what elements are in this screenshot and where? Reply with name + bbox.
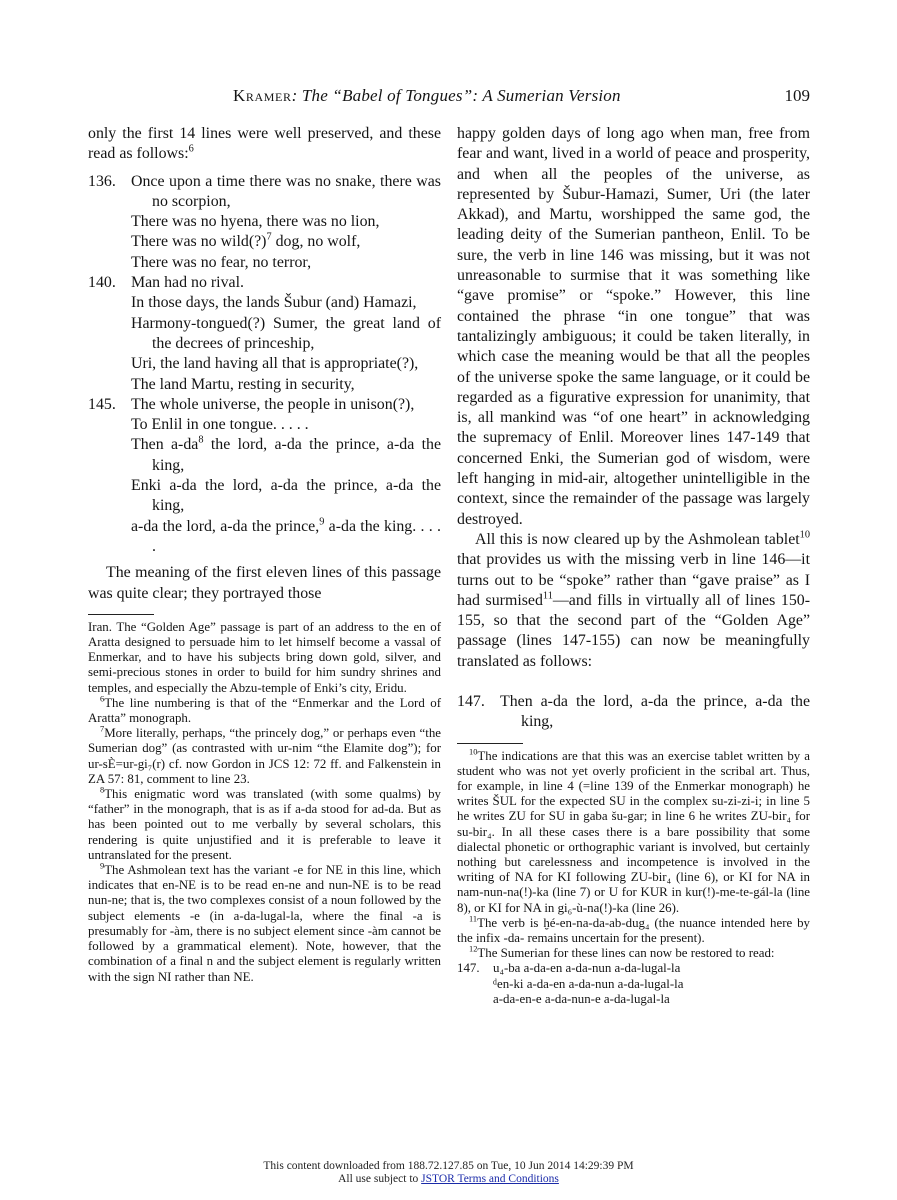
footnote-text: The indications are that this was an exercise tablet written by a student who was not yet overly proficient in the scribal art. Thus, for example, in line 4 (=line 139 of the Enmerkar monograph) he writes ŠUL for the expected SU in the complex su-zi-zi-i; in line 5 he writes ZU for SU in gaba šu-gar; in line 6 he writes ZU-bir₄ for su-bir₄. In all these cases there is a bare possibility that some dialectal phonetic or orthographic variant is involved, but certainly nothing but carelessness and incompetence is involved in the writing of NA for KI following ZU-bir₄ (line 6), or KI for NA in nam-nun-na(!)-ka (line 7) or U for KUR in kur(!)-me-te-gál-la (line 8), or KI for NA in gi₆-ù-na(!)-ka (line 26). <box>457 748 810 915</box>
download-notice <box>0 1160 897 1186</box>
poem-line-part: a-da the lord, a-da the prince, <box>131 517 320 535</box>
poem-line-text: Once upon a time there was no snake, there was no scorpion, <box>131 172 441 210</box>
footnote-ref-9[interactable]: 9 <box>319 516 325 528</box>
footnote-ref-8[interactable]: 8 <box>198 435 204 447</box>
poem-line <box>88 375 441 395</box>
terms-prefix: All use subject to <box>338 1173 422 1185</box>
poem-line <box>88 293 441 313</box>
footnote-marker: 9 <box>100 861 105 871</box>
poem-line-text: Enki a-da the lord, a-da the prince, a-da the king, <box>131 477 441 515</box>
poem-line-part: There was no wild(?) <box>131 233 267 251</box>
footnote-text: More literally, perhaps, “the princely dog,” or perhaps even “the Sumerian dog” (as contrasted with ur-nim “the Elamite dog”); for ur-sÈ=ur-gi₇(r) cf. now Gordon in JCS 12: 72 ff. and Falkenstein in ZA 57: 81, comment to line 23. <box>88 726 441 786</box>
footnote-ref-10[interactable]: 10 <box>799 529 810 541</box>
sumerian-transliteration <box>457 961 810 1007</box>
transliteration-line <box>457 961 810 976</box>
poem-line-text: The whole universe, the people in unison(?), <box>131 395 415 413</box>
poem-line-text: There was no hyena, there was no lion, <box>131 213 380 231</box>
footnote-marker: 10 <box>469 747 478 757</box>
transliteration-line <box>457 992 810 1007</box>
intro-text: only the first 14 lines were well preserved, and these read as follows: <box>88 125 441 163</box>
poem-line-part: a-da the king. . . . . <box>152 517 442 555</box>
download-info: This content downloaded from 188.72.127.85 on Tue, 10 Jun 2014 14:29:39 PM <box>263 1160 634 1172</box>
poem-line <box>88 232 441 252</box>
poem-line <box>88 273 441 293</box>
translated-line-147 <box>457 692 810 733</box>
line-number: 140. <box>88 274 116 292</box>
footnote-ref-6[interactable]: 6 <box>188 144 194 155</box>
footnote-divider <box>457 743 523 744</box>
poem-line <box>88 314 441 355</box>
poem-line-part: Then a-da <box>131 436 199 454</box>
line-number: 136. <box>88 172 116 190</box>
footnote-text: The verb is ḫé-en-na-da-ab-dug₄ (the nuance intended here by the infix -da- remains uncertain for the present). <box>457 915 810 946</box>
transliteration-line <box>457 977 810 992</box>
footnote-marker: 12 <box>469 944 478 954</box>
paragraph-part: that provides us with the missing verb in line 146—it turns out to be “spoke” rather than “gave praise” as I had surmised <box>457 551 810 609</box>
transliteration-text: ᵈen-ki a-da-en a-da-nun a-da-lugal-la <box>493 976 684 991</box>
footnote-marker: 11 <box>469 914 478 924</box>
footnote-marker: 6 <box>100 694 105 704</box>
ashmolean-paragraph <box>457 530 810 672</box>
page-number: 109 <box>784 86 810 105</box>
line-number: 147. <box>457 961 480 976</box>
right-column <box>457 124 810 1007</box>
poem-line-part: the lord, a-da the prince, a-da the king, <box>152 436 441 474</box>
footnote-ref-7[interactable]: 7 <box>266 232 272 244</box>
poem-line <box>88 172 441 213</box>
poem-line-text: Uri, the land having all that is appropriate(?), <box>131 355 419 373</box>
transliteration-text: a-da-en-e a-da-nun-e a-da-lugal-la <box>493 991 670 1006</box>
poem-line-text <box>131 232 441 252</box>
poem-line-text: Man had no rival. <box>131 274 244 292</box>
footnote-6 <box>88 696 441 726</box>
transliteration-text: u₄-ba a-da-en a-da-nun a-da-lugal-la <box>493 961 681 976</box>
footnote-marker: 8 <box>100 785 105 795</box>
line-number: 147. <box>457 693 485 711</box>
poem-line-text: There was no fear, no terror, <box>131 253 312 271</box>
poem-line-text <box>131 517 441 558</box>
continued-paragraph: happy golden days of long ago when man, free from fear and want, lived in a world of peace and prosperity, and when all the peoples of the universe, as represented by Šubur-Hamazi, Sumer, Uri (the later Akkad), and Martu, worshipped the same god, the leading deity of the Sumerian pantheon, Enlil. To be sure, the verb in line 146 was missing, but it was not unreasonable to surmise that it was something like “gave promise” or “spoke.” However, this line contained the phrase “in one tongue” that was tantalizingly ambiguous; it could be taken literally, in which case the meaning would be that all the peoples of the universe spoke the same language, or it could be regarded as a figurative expression for unanimity, that is, all mankind was “of one heart” in acknowledging the supremacy of Enlil. Moreover lines 147-149 that concerned Enki, the Sumerian god of wisdom, were left hanging in mid-air, altogether unintelligible in the context, since the remainder of the passage was largely destroyed. <box>457 125 810 528</box>
running-header <box>88 86 810 108</box>
footnote-text: This enigmatic word was translated (with some qualms) by “father” in the monograph, that is as if a-da stood for ad-da. But as has been pointed out to me verbally by several scholars, this rendering is quite unjustified and it is preferable to leave it untranslated for the present. <box>88 787 441 862</box>
footnote-9 <box>88 863 441 985</box>
running-title <box>233 86 621 106</box>
poem-line <box>88 253 441 273</box>
poem-line <box>88 212 441 232</box>
line-number: 145. <box>88 395 116 413</box>
after-poem-paragraph: The meaning of the first eleven lines of this passage was quite clear; they portrayed those <box>88 564 441 602</box>
footnote-12 <box>457 946 810 961</box>
footnote-ref-11[interactable]: 11 <box>542 590 553 602</box>
footnote-continued: Iran. The “Golden Age” passage is part of an address to the en of Aratta designed to persuade him to let himself become a vassal of Enmerkar, and to have his subjects bring down gold, silver, and semi-precious stones in order to build for him sundry shrines and temples, and especially the Abzu-temple of Enki’s city, Eridu. <box>88 619 441 695</box>
poem-line <box>88 415 441 435</box>
intro-paragraph <box>88 124 441 165</box>
poem-line <box>88 354 441 374</box>
footnote-10 <box>457 749 810 916</box>
poem-line <box>88 395 441 415</box>
poem-line <box>88 435 441 476</box>
poem-block <box>88 172 441 558</box>
paragraph-part: All this is now cleared up by the Ashmolean tablet <box>475 530 800 548</box>
poem-line-text: Then a-da the lord, a-da the prince, a-da the king, <box>500 693 810 731</box>
paragraph-part: —and fills in virtually all of lines 150-155, so that the second part of the “Golden Age” passage (lines 147-155) can now be meaningfully translated as follows: <box>457 591 811 670</box>
footnote-text: The Ashmolean text has the variant -e for NE in this line, which indicates that en-NE is to be read en-ne and nun-NE is to be read nun-ne; that is, the two complexes consist of a noun followed by the subject elements -e (in a-da-lugal-la, where the final -a is presumably for -àm, there is no subject element since -àm cannot be followed by a grammatical element). Note, however, that the combination of a final n and the subject element is regularly written with the sign NI rather than NE. <box>88 863 441 984</box>
left-column <box>88 124 441 985</box>
footnote-text: The Sumerian for these lines can now be restored to read: <box>477 946 775 961</box>
poem-line-part: dog, no wolf, <box>271 233 361 251</box>
footnote-11 <box>457 916 810 946</box>
poem-line <box>88 476 441 517</box>
poem-line-text: To Enlil in one tongue. . . . . <box>131 416 309 434</box>
footnote-divider <box>88 614 154 615</box>
footnote-8 <box>88 787 441 863</box>
poem-line-text: In those days, the lands Šubur (and) Hamazi, <box>131 294 417 312</box>
poem-line-text <box>131 435 441 476</box>
terms-line <box>0 1173 897 1186</box>
poem-line-text: Harmony-tongued(?) Sumer, the great land of the decrees of princeship, <box>131 314 441 352</box>
jstor-terms-link[interactable]: JSTOR Terms and Conditions <box>421 1173 559 1185</box>
footnote-text: The line numbering is that of the “Enmerkar and the Lord of Aratta” monograph. <box>88 695 441 726</box>
poem-line-text: The land Martu, resting in security, <box>131 375 355 393</box>
poem-line <box>88 517 441 558</box>
footnote-7 <box>88 726 441 787</box>
header-title: : The “Babel of Tongues”: A Sumerian Version <box>291 86 621 105</box>
header-author: Kramer <box>233 86 292 105</box>
footnote-marker: 7 <box>100 724 105 734</box>
